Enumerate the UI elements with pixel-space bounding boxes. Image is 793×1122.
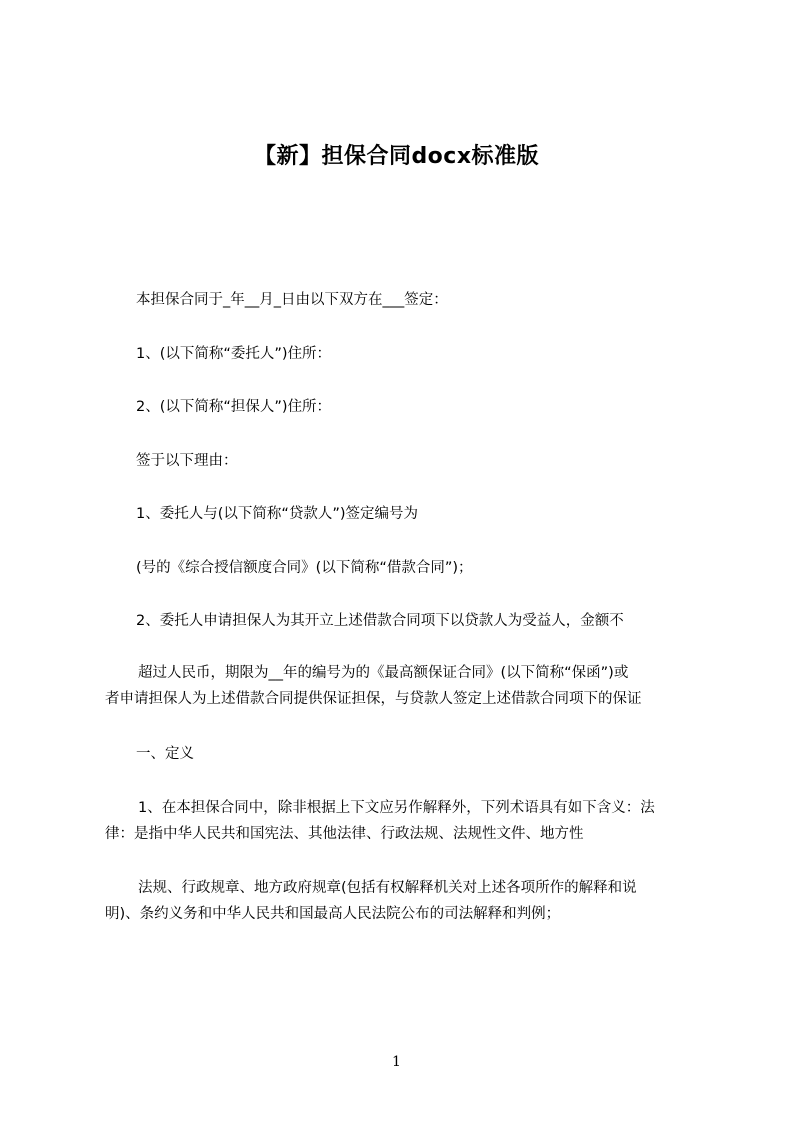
document-title: 【新】担保合同docx标准版 xyxy=(253,144,540,169)
paragraph-line: 法规、行政规章、地方政府规章(包括有权解释机关对上述各项所作的解释和说 xyxy=(138,880,637,896)
paragraph-signing-date: 本担保合同于_年__月_日由以下双方在___签定： xyxy=(136,292,448,308)
paragraph-line: 律：是指中华人民共和国宪法、其他法律、行政法规、法规性文件、地方性 xyxy=(105,826,584,842)
paragraph-reason-1: 1、委托人与(以下简称“贷款人”)签定编号为 xyxy=(136,506,419,522)
paragraph-line: 明)、条约义务和中华人民共和国最高人民法院公布的司法解释和判例； xyxy=(105,906,561,922)
paragraph-reasons-heading: 签于以下理由： xyxy=(136,453,238,469)
paragraph-line: 1、在本担保合同中，除非根据上下文应另作解释外，下列术语具有如下含义：法 xyxy=(138,800,655,816)
page-number: 1 xyxy=(392,1054,401,1070)
paragraph-definition-law xyxy=(105,795,705,847)
section-heading-definitions: 一、定义 xyxy=(136,746,194,762)
paragraph-guarantor: 2、(以下简称“担保人”)住所： xyxy=(136,399,332,415)
paragraph-guarantee-scope xyxy=(105,660,705,712)
paragraph-definition-regulations xyxy=(105,875,705,927)
paragraph-reason-2: 2、委托人申请担保人为其开立上述借款合同项下以贷款人为受益人，金额不 xyxy=(136,613,624,629)
paragraph-credit-contract: (号的《综合授信额度合同》(以下简称“借款合同”)； xyxy=(136,560,473,576)
paragraph-principal: 1、(以下简称“委托人”)住所： xyxy=(136,346,332,362)
paragraph-line: 者申请担保人为上述借款合同提供保证担保，与贷款人签定上述借款合同项下的保证 xyxy=(105,691,642,707)
paragraph-line: 超过人民币，期限为__年的编号为的《最高额保证合同》(以下简称“保函”)或 xyxy=(138,665,629,681)
